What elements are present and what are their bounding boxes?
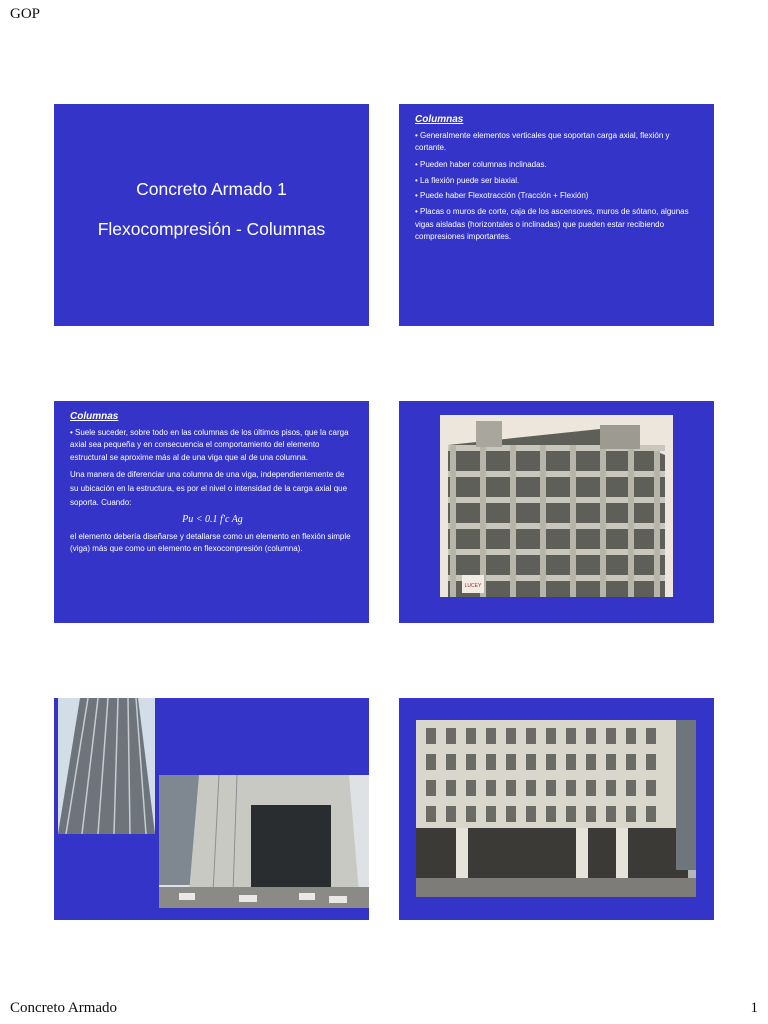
- slide-title-line-2: Flexocompresión - Columnas: [97, 219, 326, 239]
- slide-title-line-1: Concreto Armado 1: [136, 179, 287, 199]
- slide-columnas-definition: [399, 104, 714, 326]
- bullet: • Generalmente elementos verticales que soportan carga axial, flexión y cortante.: [415, 130, 670, 152]
- bullet: • Puede haber Flexotracción (Tracción + Flexión): [415, 190, 589, 200]
- grid-facade-building-photo: [416, 720, 696, 897]
- paragraph: Una manera de diferenciar una columna de una viga, independientemente de su ubicación en la estructura, es por el nivel o intensidad de la carga axial que soporta. Cuando:: [70, 470, 348, 507]
- tower-base-photo: [159, 775, 369, 908]
- paragraph: el elemento debería diseñarse y detallarse como un elemento en flexión simple (viga) más que como un elemento en flexocompresión (columna).: [70, 531, 351, 553]
- bullet: • La flexión puede ser biaxial.: [415, 176, 520, 185]
- slide-title: [54, 104, 369, 326]
- page-header: GOP: [10, 6, 41, 22]
- slide-building-photo: [399, 401, 714, 623]
- slide-columnas-axial-load: [54, 401, 369, 623]
- slide-grid-facade-photo: [399, 698, 714, 920]
- bullet: • Placas o muros de corte, caja de los ascensores, muros de sótano, algunas vigas aisladas (horizontales o inclinadas) que pueden estar recibiendo compresiones importantes.: [415, 207, 689, 241]
- slide-heading: Columnas: [70, 411, 119, 422]
- building-frame-photo: [440, 415, 673, 597]
- paragraph: • Suele suceder, sobre todo en las columnas de los últimos pisos, que la carga axial sea pequeña y en consecuencia el comportamiento del elemento estructural se aproxime más al de una viga que al de una columna.: [70, 427, 349, 462]
- page-number: 1: [750, 1000, 758, 1016]
- bullet: • Pueden haber columnas inclinadas.: [415, 159, 547, 169]
- slide-heading: Columnas: [415, 114, 464, 125]
- skyscraper-photo: [58, 698, 155, 834]
- slide-tower-photos: [54, 698, 369, 920]
- building-sign: LUCEY: [464, 583, 482, 589]
- formula: Pu < 0.1 f'c Ag: [182, 514, 243, 525]
- page-footer-title: Concreto Armado: [10, 1000, 118, 1016]
